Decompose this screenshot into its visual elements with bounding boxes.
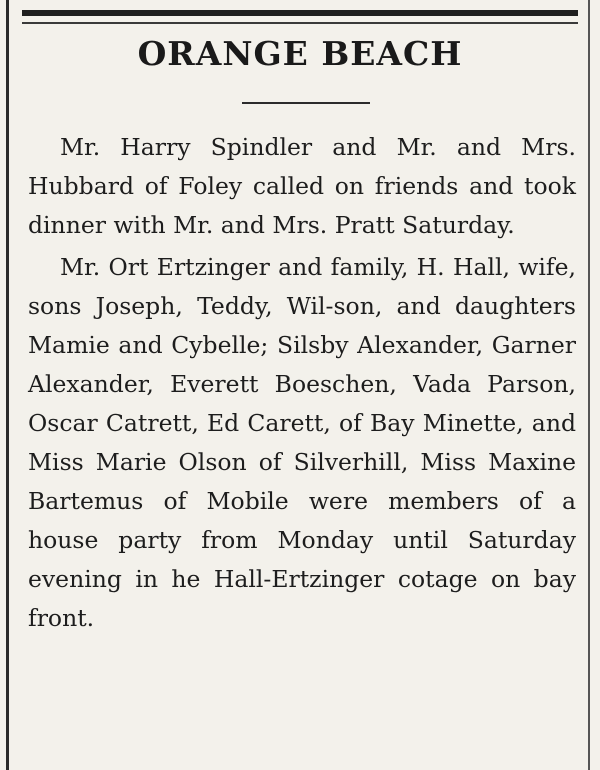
- article-paragraph: Mr. Harry Spindler and Mr. and Mrs. Hubbard of Foley called on friends and took dinner with Mr. and Mrs. Pratt Saturday.: [28, 133, 576, 239]
- article-body: [28, 128, 576, 641]
- top-rule-thin: [22, 22, 578, 24]
- column-border-left: [6, 0, 9, 770]
- article-headline: ORANGE BEACH: [137, 34, 463, 73]
- headline-divider: [242, 102, 370, 104]
- column-border-right: [588, 0, 590, 770]
- article-paragraph: Mr. Ort Ertzinger and family, H. Hall, wife, sons Joseph, Teddy, Wil-son, and daughters Mamie and Cybelle; Silsby Alexander, Garner Alexander, Everett Boeschen, Vada Parson, Oscar Catrett, Ed Carett, of Bay Minette, and Miss Marie Olson of Silverhill, Miss Maxine Bartemus of Mobile were members of a house party from Monday until Saturday evening in he Hall-Ertzinger cotage on bay front.: [28, 253, 576, 632]
- top-rule-thick: [22, 10, 578, 16]
